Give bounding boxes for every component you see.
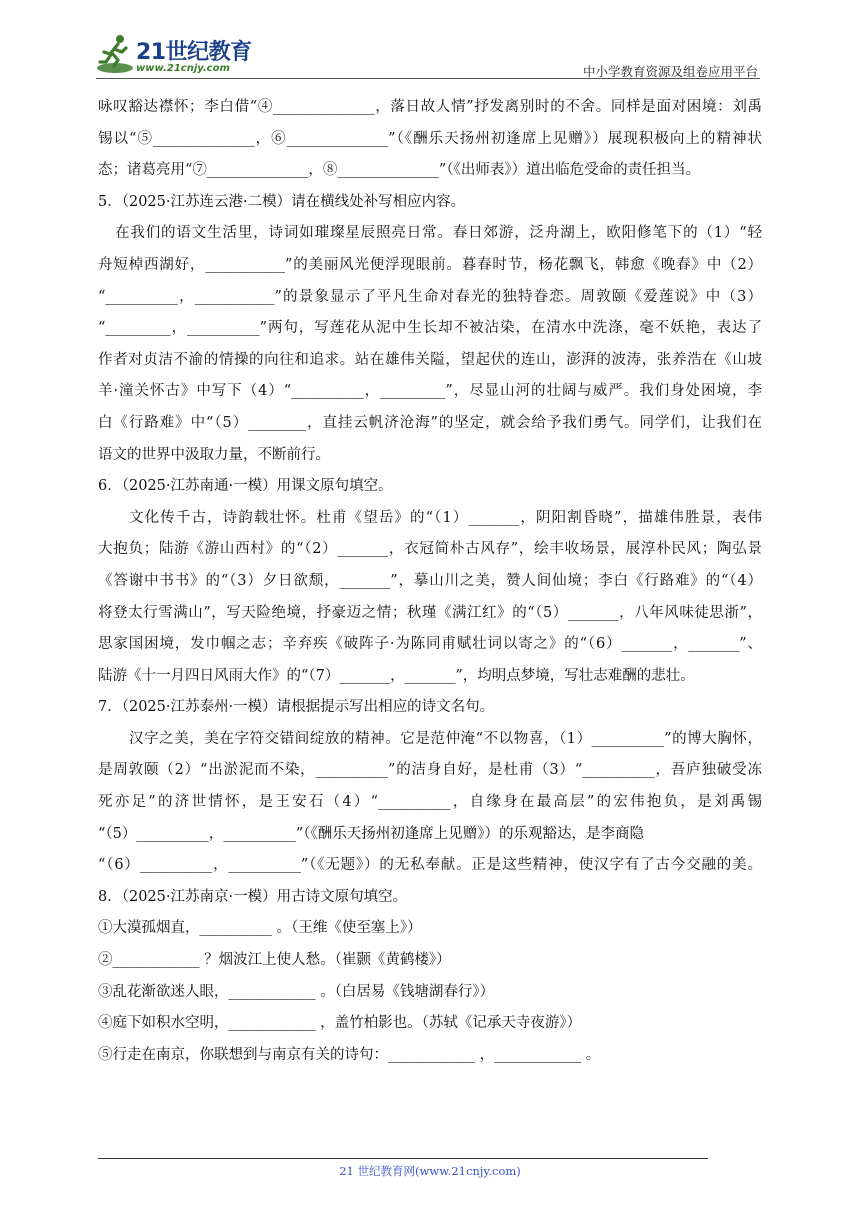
logo-url: www.21cnjy.com	[136, 63, 230, 74]
text-line: 《答谢中书书》的“（3）夕日欲颓，_______”，摹山川之美，赞人间仙境；李白《行路难》的“（4）	[98, 572, 762, 589]
text-line: ②____________ ？烟波江上使人愁。（崔颢《黄鹤楼》）	[98, 952, 451, 969]
page-header	[96, 32, 760, 80]
question-heading: 5．（2025·江苏连云港·二模）请在横线处补写相应内容。	[98, 193, 466, 210]
text-line: 陆游《十一月四日风雨大作》的“（7）_______，_______”，均明点梦境，写壮志难酬的悲壮。	[98, 667, 695, 684]
text-line: 语文的世界中汲取力量，不断前行。	[98, 446, 330, 463]
text-line: “__________，___________”的景象显示了平凡生命对春光的独特眷恋。周敦颐《爱莲说》中（3）	[98, 288, 762, 305]
text-line: “（5）__________，__________”（《酬乐天扬州初逢席上见赠》）的乐观豁达，是李商隐	[98, 825, 645, 842]
question-heading: 8．（2025·江苏南京·一模）用古诗文原句填空。	[98, 888, 408, 905]
question-heading: 7．（2025·江苏泰州·一模）请根据提示写出相应的诗文名句。	[98, 699, 495, 716]
text-line: 死亦足”的济世情怀，是王安石（4）“__________，自缘身在最高层”的宏伟抱负，是刘禹锡	[98, 794, 762, 811]
text-line: ④庭下如积水空明，____________ ，盖竹柏影也。（苏轼《记承天寺夜游》）	[98, 1015, 582, 1032]
text-line: 咏叹豁达襟怀；李白借“④______________，落日故人情”抒发离别时的不舍。同样是面对困境：刘禹	[98, 99, 762, 115]
question-heading: 6．（2025·江苏南通·一模）用课文原句填空。	[98, 478, 393, 495]
text-line: “_________，__________”两句，写莲花从泥中生长却不被沾染，在清水中洗涤，毫不妖艳，表达了	[98, 320, 762, 337]
text-line: 是周敦颐（2）“出淤泥而不染，__________”的洁身自好，是杜甫（3）“__________，吾庐独破受冻	[98, 762, 762, 779]
text-line: 态；诸葛亮用“⑦______________，⑧______________”（《出师表》）道出临危受命的责任担当。	[98, 162, 701, 179]
text-line: 舟短棹西湖好，___________”的美丽风光便浮现眼前。暮春时节，杨花飘飞，韩愈《晚春》中（2）	[98, 256, 762, 273]
text-line: ⑤行走在南京，你联想到与南京有关的诗句：____________ ，____________ 。	[98, 1046, 601, 1063]
platform-name: 中小学教育资源及组卷应用平台	[582, 64, 758, 79]
footer-divider	[98, 1158, 708, 1159]
document-body	[98, 92, 762, 1071]
runner-icon	[96, 32, 136, 76]
text-line: 大抱负；陆游《游山西村》的“（2）_______，衣冠简朴古风存”，绘丰收场景，展淳朴民风；陶弘景	[98, 541, 762, 558]
text-line: 汉字之美，美在字符交错间绽放的精神。它是范仲淹“不以物喜，（1）__________”的博大胸怀，	[129, 730, 762, 747]
text-line: 在我们的语文生活里，诗词如璀璨星辰照亮日常。春日郊游，泛舟湖上，欧阳修笔下的（1）“轻	[115, 225, 762, 242]
text-line: 思家国困境，发巾帼之志；辛弃疾《破阵子·为陈同甫赋壮词以寄之》的“（6）_______，_______”、	[98, 636, 762, 653]
text-line: ③乱花渐欲迷人眼，____________ 。（白居易《钱塘湖春行》）	[98, 983, 495, 1000]
text-line: 羊·潼关怀古》中写下（4）“__________，_________”，尽显山河的壮阔与威严。我们身处困境，李	[98, 383, 762, 400]
text-line: 白《行路难》中“（5）________，直挂云帆济沧海”的坚定，就会给予我们勇气。同学们，让我们在	[98, 414, 762, 431]
text-line: 文化传千古，诗韵载壮怀。杜甫《望岳》的“（1）_______，阴阳割昏晓”，描雄伟胜景，表伟	[129, 509, 762, 526]
text-line: “（6）__________，__________”（《无题》）的无私奉献。正是这些精神，使汉字有了古今交融的美。	[98, 857, 762, 874]
text-line: 将登太行雪满山”，写天险绝境，抒豪迈之情；秋瑾《满江红》的“（5）_______，八年风味徒思浙”，	[98, 604, 762, 621]
text-line: 作者对贞洁不渝的情操的向往和追求。站在雄伟关隘，望起伏的连山，澎湃的波涛，张养浩在《山坡	[98, 351, 762, 368]
header-divider	[96, 78, 760, 79]
page-footer: 21 世纪教育网(www.21cnjy.com)	[339, 1164, 521, 1178]
logo-text: 21世纪教育	[136, 40, 252, 65]
site-logo	[96, 32, 266, 78]
text-line: ①大漠孤烟直，__________ 。（王维《使至塞上》）	[98, 920, 422, 937]
text-line: 锡以“⑤______________，⑥______________”（《酬乐天扬州初逢席上见赠》）展现积极向上的精神状	[98, 130, 762, 147]
